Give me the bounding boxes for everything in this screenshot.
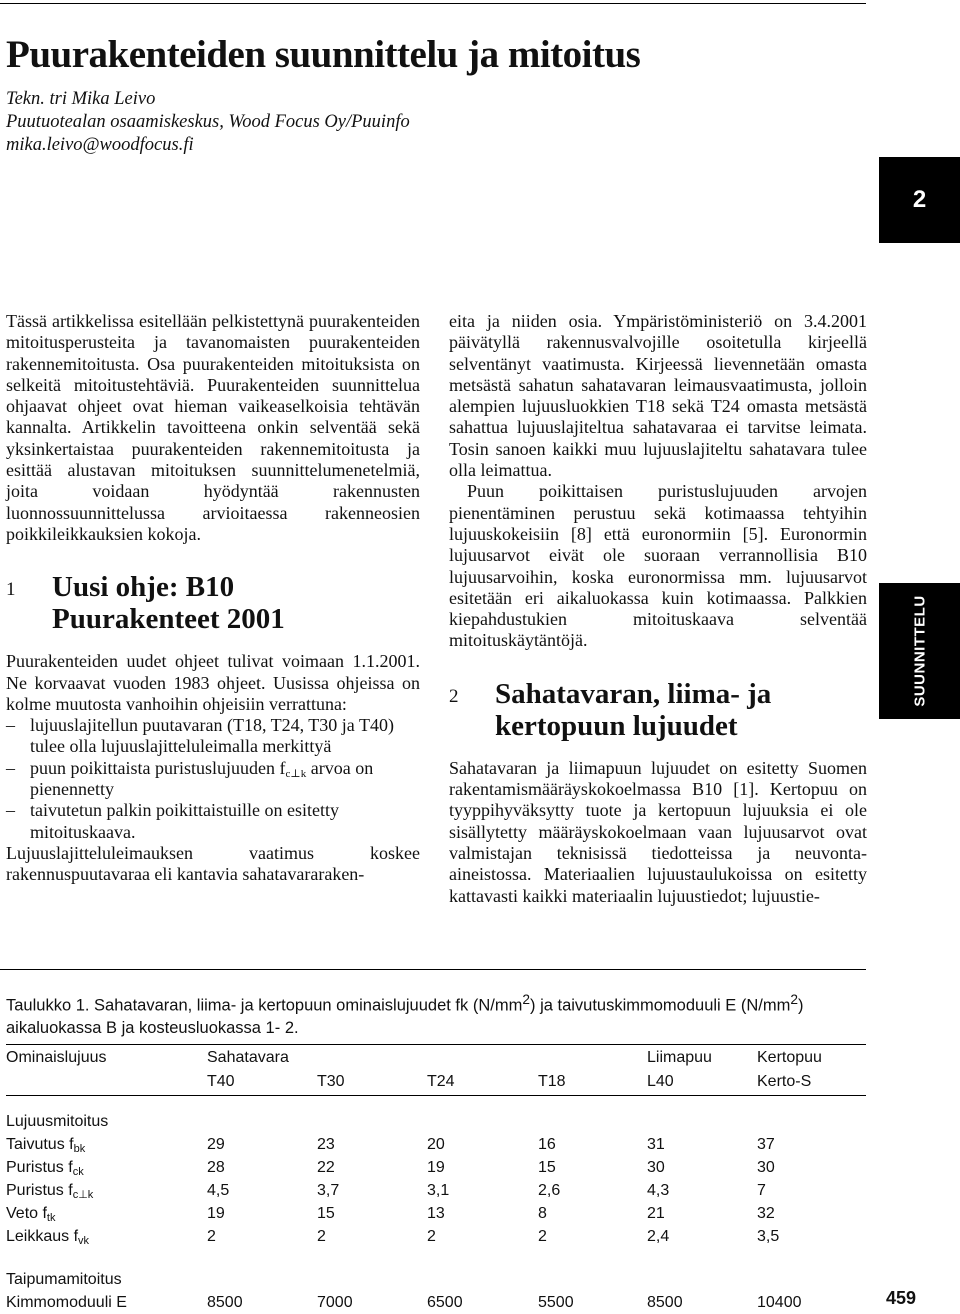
table-header-cell: T24 xyxy=(427,1069,538,1096)
table-cell: 2,4 xyxy=(647,1227,670,1245)
table-cell: 10400 xyxy=(757,1293,802,1311)
table-row xyxy=(6,1156,866,1179)
chapter-tab: 2 xyxy=(879,157,960,243)
table-cell: 32 xyxy=(757,1204,775,1222)
email: mika.leivo@woodfocus.fi xyxy=(6,135,194,155)
section-1-title-line1: Uusi ohje: B10 xyxy=(52,571,235,604)
table-cell: 8 xyxy=(538,1204,547,1222)
section-1-paragraph-2-end: eita ja niiden osia. Ympäristöministeriö on 3.4.2001 päivätyllä rakennusvalvojille osoitetulla kirjeellä selventänyt vaatimusta. Kirjeessä lievennetään omasta metsästä sahatun sahatavaran leimausvaatimusta, jolloin alempien lujuusluokkien T18 sekä T24 omasta metsästä sahattua lujuuslajiteltua sahatavaraa ei tarvitse leimata. Tosin sanoen kaikki muu lujuuslajiteltu sahatavara tulee olla leimattua. xyxy=(449,311,867,481)
row-label: Puristus $f_{ck}$ xyxy=(6,1158,84,1178)
table-cell: 15 xyxy=(317,1204,335,1222)
table-header-cell xyxy=(538,1045,647,1070)
row-label: Puristus $f_{c\perp k}$ xyxy=(6,1181,94,1201)
table-header-cell xyxy=(317,1045,427,1070)
table-cell: 3,1 xyxy=(427,1181,450,1199)
list-item: – lujuuslajitellun puutavaran (T18, T24, T30 ja T40) tulee olla lujuuslajitteluleimalla merkittyä xyxy=(6,715,420,758)
table-cell: 19 xyxy=(427,1158,445,1176)
table-row xyxy=(6,1291,866,1314)
table-cell: 6500 xyxy=(427,1293,463,1311)
section-1-paragraph-3: Puun poikittaisen puristuslujuuden arvojen pienentäminen perustuu sekä kotimaassa tehtyihin lujuuskokeisiin [8] että euronormiin [5]. Euronormin lujuusarvot eivät ole suoraan verrannollisia B10 lujuusarvoihin, koska euronormissa mm. lujuusarvot esitetään eri aikaluokassa kuin kotimaassa. Palkkien kiepahdustukien mitoituskaava selventää mitoituskäytäntöjä. xyxy=(449,481,867,651)
table-cell: 5500 xyxy=(538,1293,574,1311)
table-cell: 2 xyxy=(317,1227,326,1245)
row-label: Veto $f_{tk}$ xyxy=(6,1204,56,1224)
table-group-row xyxy=(6,1110,866,1133)
table-cell: 7 xyxy=(757,1181,766,1199)
table-header-cell: T40 xyxy=(207,1069,317,1096)
top-rule xyxy=(0,3,866,4)
page-number: 459 xyxy=(886,1288,917,1308)
list-item: – taivutetun palkin poikittaistuille on esitetty mitoituskaava. xyxy=(6,800,420,843)
row-label: Kimmomoduuli E xyxy=(6,1293,127,1311)
table-cell: 3,7 xyxy=(317,1181,340,1199)
table-cell: 16 xyxy=(538,1135,556,1153)
section-2-number: 2 xyxy=(449,685,459,707)
table-cell: 30 xyxy=(647,1158,665,1176)
table-cell: 2,6 xyxy=(538,1181,561,1199)
section-1-paragraph-1: Puurakenteiden uudet ohjeet tulivat voimaan 1.1.2001. Ne korvaavat vuoden 1983 ohjeet. Uusissa ohjeissa on kolme muutosta vanhoihin ohjeisiin verrattuna: xyxy=(6,651,420,714)
table-header-cell: Kerto-S xyxy=(757,1069,866,1096)
organization: Puutuotealan osaamiskeskus, Wood Focus Oy/Puuinfo xyxy=(6,112,410,132)
section-2-title-line2: kertopuun lujuudet xyxy=(495,709,738,742)
section-2-paragraph-1: Sahatavaran ja liimapuun lujuudet on esitetty Suomen rakentamismääräyskokoelmassa B10 [1]. Kertopuu on tyyppihyväksytty tuote ja kertopuun lujuuksia ei ole sisällytetty määräyskokoelmaan vaan lujuusarvot ovat valmistajan teknisissä tiedotteissa ja neuvonta-aineistossa. Materiaalien lujuustaulukoissa on esitetty kattavasti kaikki materiaalin lujuustiedot; lujuustie- xyxy=(449,757,867,906)
table-cell: 3,5 xyxy=(757,1227,780,1245)
section-1-heading xyxy=(6,571,420,635)
table-cell: 31 xyxy=(647,1135,665,1153)
byline xyxy=(6,88,410,157)
table-cell: 8500 xyxy=(647,1293,683,1311)
table-row xyxy=(6,1225,866,1248)
table-cell: 30 xyxy=(757,1158,775,1176)
table-cell: 2 xyxy=(538,1227,547,1245)
changes-list xyxy=(6,715,420,843)
table-cell: 8500 xyxy=(207,1293,243,1311)
table-header-cell: L40 xyxy=(647,1069,757,1096)
table-cell: 21 xyxy=(647,1204,665,1222)
article-title: Puurakenteiden suunnittelu ja mitoitus xyxy=(6,33,641,76)
list-item: – puun poikittaista puristuslujuuden $f_{c\perp k}$ arvoa on pienennetty xyxy=(6,758,420,801)
left-column xyxy=(6,311,420,886)
table-cell: 28 xyxy=(207,1158,225,1176)
table-header-cell: Kertopuu xyxy=(757,1045,866,1070)
table-header-cell: Sahatavara xyxy=(207,1045,317,1070)
table-row xyxy=(6,1202,866,1225)
table-cell: 19 xyxy=(207,1204,225,1222)
table-header-cell: T18 xyxy=(538,1069,647,1096)
intro-paragraph: Tässä artikkelissa esitellään pelkistettynä puurakenteiden mitoitusperusteita ja tavanomaisten puurakenteiden rakennemitoitusta. Osa puurakenteiden mitoituksista on selkeitä mitoitustehtäviä. Puurakenteiden suunnittelua ohjaavat ohjeet ovat hieman vaikeaselkoisia tehtävän kannalta. Artikkelin tavoitteena onkin selventää sekä yksinkertaistaa puurakenteiden rakennemitoitusta ja esittää alustavan mitoituksen suunnittelumenetelmiä, joita voidaan hyödyntää rakennusten luonnossuunnittelussa arvioitaessa rakenneosien poikkileikkauksien kokoja. xyxy=(6,311,420,544)
table-cell: 7000 xyxy=(317,1293,353,1311)
table-cell: 4,3 xyxy=(647,1181,670,1199)
section-1-paragraph-2-start: Lujuuslajitteluleimauksen vaatimus koskee rakennuspuutavaraa eli kantavia sahatavararaken- xyxy=(6,842,420,885)
table-cell: 15 xyxy=(538,1158,556,1176)
section-tab-label: SUUNNITTELU xyxy=(911,595,928,707)
table-header-row xyxy=(6,1045,866,1070)
section-2-title-line1: Sahatavaran, liima- ja xyxy=(495,677,772,710)
right-column xyxy=(449,311,867,907)
table-header-cell: T30 xyxy=(317,1069,427,1096)
group-label: Taipumamitoitus xyxy=(6,1270,122,1288)
strength-table xyxy=(6,1044,866,1314)
table-header-cell: Ominaislujuus xyxy=(6,1045,207,1070)
table-row xyxy=(6,1133,866,1156)
table-cell: 37 xyxy=(757,1135,775,1153)
table-cell: 29 xyxy=(207,1135,225,1153)
row-label: Leikkaus $f_{vk}$ xyxy=(6,1227,90,1247)
table-cell: 23 xyxy=(317,1135,335,1153)
table-rule xyxy=(0,969,866,970)
section-1-number: 1 xyxy=(6,579,16,601)
section-1-title-line2: Puurakenteet 2001 xyxy=(52,603,285,636)
table-caption: Taulukko 1. Sahatavaran, liima- ja kertopuun ominaislujuudet fk $(N/mm^2)$ ja taivutuskimmomoduuli E $(N/mm^2)$ aikaluokassa B ja kosteusluokassa 1- 2. xyxy=(6,992,804,1037)
group-label: Lujuusmitoitus xyxy=(6,1112,109,1130)
table-subheader-row xyxy=(6,1069,866,1096)
table-cell: 2 xyxy=(207,1227,216,1245)
author: Tekn. tri Mika Leivo xyxy=(6,89,156,109)
table-cell: 13 xyxy=(427,1204,445,1222)
table-header-cell: Liimapuu xyxy=(647,1045,757,1070)
table-cell: 2 xyxy=(427,1227,436,1245)
table-header-cell xyxy=(427,1045,538,1070)
section-tab xyxy=(879,583,960,719)
table-cell: 22 xyxy=(317,1158,335,1176)
table-row xyxy=(6,1179,866,1202)
section-2-heading xyxy=(449,678,867,742)
table-cell: 20 xyxy=(427,1135,445,1153)
table-cell: 4,5 xyxy=(207,1181,230,1199)
table-group-row xyxy=(6,1268,866,1291)
row-label: Taivutus $f_{bk}$ xyxy=(6,1135,86,1155)
table-header-cell xyxy=(6,1069,207,1096)
